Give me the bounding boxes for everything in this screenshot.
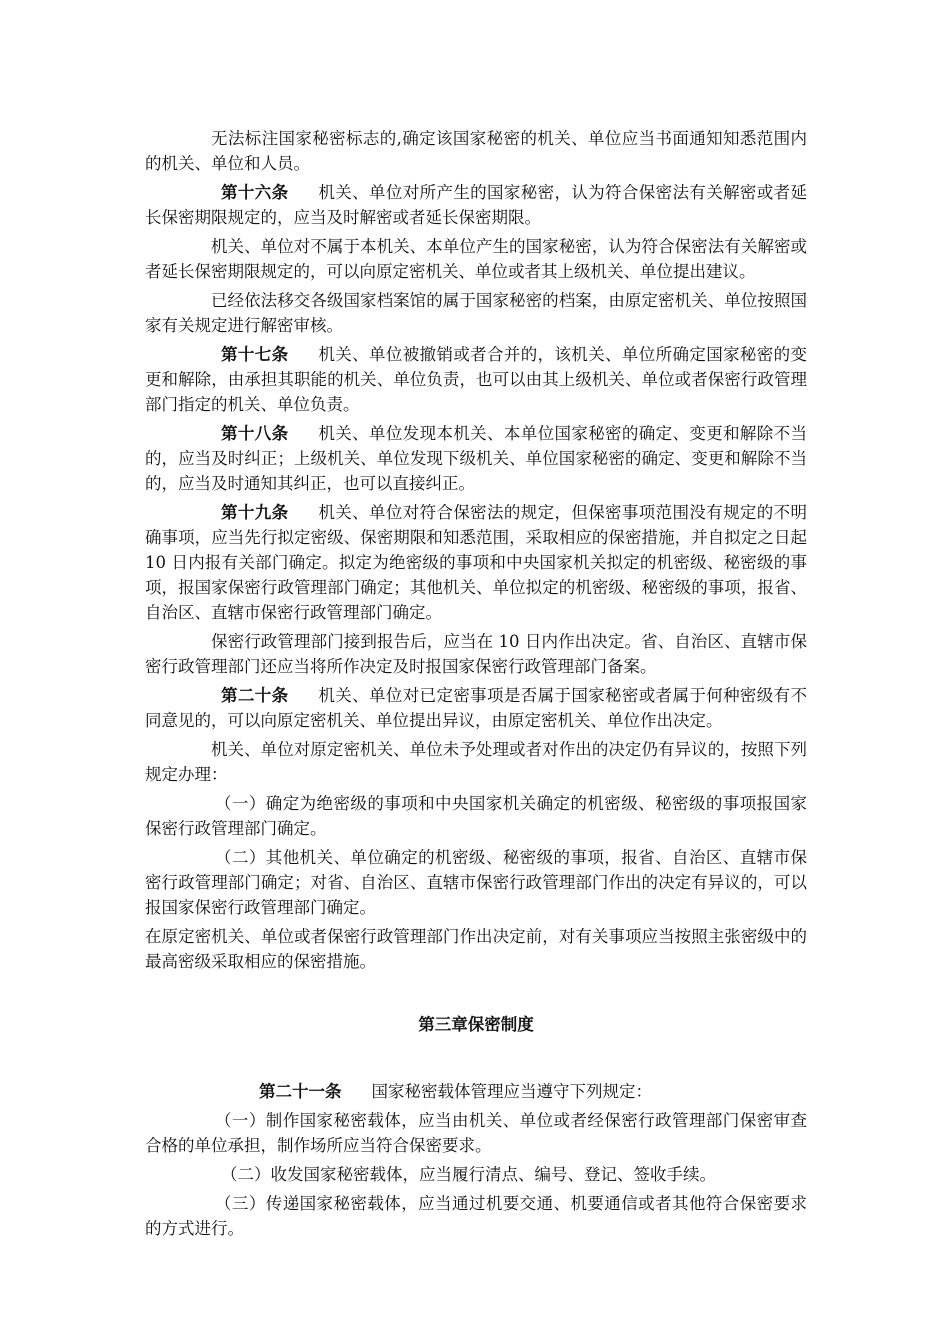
article-text: 机关、单位对符合保密法的规定，但保密事项范围没有规定的不明确事项，应当先行拟定密级、保密期限和知悉范围，采取相应的保密措施，并自拟定之日起 10 日内报有关部门确定。拟定为绝密级的事项和中央国家机关拟定的机密级、秘密级的事项，报国家保密行政管理部门确定；其他机关、单位拟定的机密级、秘密级的事项，报省、自治区、直辖市保密行政管理部门确定。 [145, 503, 807, 622]
chapter-heading: 第三章保密制度 [418, 1015, 534, 1034]
article-20 [145, 683, 807, 733]
article-text: 机关、单位对已定密事项是否属于国家秘密或者属于何种密级有不同意见的，可以向原定密机关、单位提出异议，由原定密机关、单位作出决定。 [145, 686, 807, 730]
article-title: 第二十条 [221, 686, 289, 705]
list-item: （二）收发国家秘密载体，应当履行清点、编号、登记、签收手续。 [221, 1165, 716, 1184]
list-item: （一）确定为绝密级的事项和中央国家机关确定的机密级、秘密级的事项报国家保密行政管理部门确定。 [145, 794, 807, 838]
article-title: 第十九条 [221, 503, 289, 522]
article-text: 机关、单位对所产生的国家秘密，认为符合保密法有关解密或者延长保密期限规定的，应当及时解密或者延长保密期限。 [145, 183, 807, 227]
article-text: 国家秘密载体管理应当遵守下列规定： [371, 1082, 652, 1101]
article-text: 机关、单位发现本机关、本单位国家秘密的确定、变更和解除不当的，应当及时纠正；上级机关、单位发现下级机关、单位国家秘密的确定、变更和解除不当的，应当及时通知其纠正，也可以直接纠正。 [145, 424, 807, 493]
article-title: 第十七条 [221, 345, 289, 364]
paragraph: 机关、单位对不属于本机关、本单位产生的国家秘密，认为符合保密法有关解密或者延长保密期限规定的，可以向原定密机关、单位或者其上级机关、单位提出建议。 [145, 237, 807, 281]
paragraph: 在原定密机关、单位或者保密行政管理部门作出决定前，对有关事项应当按照主张密级中的最高密级采取相应的保密措施。 [145, 927, 807, 971]
article-text: 机关、单位被撤销或者合并的，该机关、单位所确定国家秘密的变更和解除，由承担其职能的机关、单位负责，也可以由其上级机关、单位或者保密行政管理部门指定的机关、单位负责。 [145, 345, 807, 414]
list-item: （二）其他机关、单位确定的机密级、秘密级的事项，报省、自治区、直辖市保密行政管理部门确定；对省、自治区、直辖市保密行政管理部门作出的决定有异议的，可以报国家保密行政管理部门确定。 [145, 848, 807, 917]
article-16 [145, 180, 807, 230]
paragraph: 已经依法移交各级国家档案馆的属于国家秘密的档案，由原定密机关、单位按照国家有关规定进行解密审核。 [145, 291, 807, 335]
article-title: 第十六条 [221, 183, 289, 202]
article-18 [145, 421, 807, 496]
paragraph: 保密行政管理部门接到报告后，应当在 10 日内作出决定。省、自治区、直辖市保密行政管理部门还应当将所作决定及时报国家保密行政管理部门备案。 [145, 632, 807, 676]
list-item: （一）制作国家秘密载体，应当由机关、单位或者经保密行政管理部门保密审查合格的单位承担，制作场所应当符合保密要求。 [145, 1111, 807, 1155]
article-title: 第二十一条 [259, 1082, 342, 1101]
paragraph: 无法标注国家秘密标志的,确定该国家秘密的机关、单位应当书面通知知悉范围内的机关、单位和人员。 [145, 129, 807, 173]
article-17 [145, 342, 807, 417]
article-21 [145, 1079, 807, 1104]
paragraph: 机关、单位对原定密机关、单位未予处理或者对作出的决定仍有异议的，按照下列规定办理： [145, 740, 807, 784]
list-item: （三）传递国家秘密载体，应当通过机要交通、机要通信或者其他符合保密要求的方式进行。 [145, 1194, 807, 1238]
article-title: 第十八条 [221, 424, 289, 443]
article-19 [145, 500, 807, 625]
document-body [145, 126, 807, 1245]
